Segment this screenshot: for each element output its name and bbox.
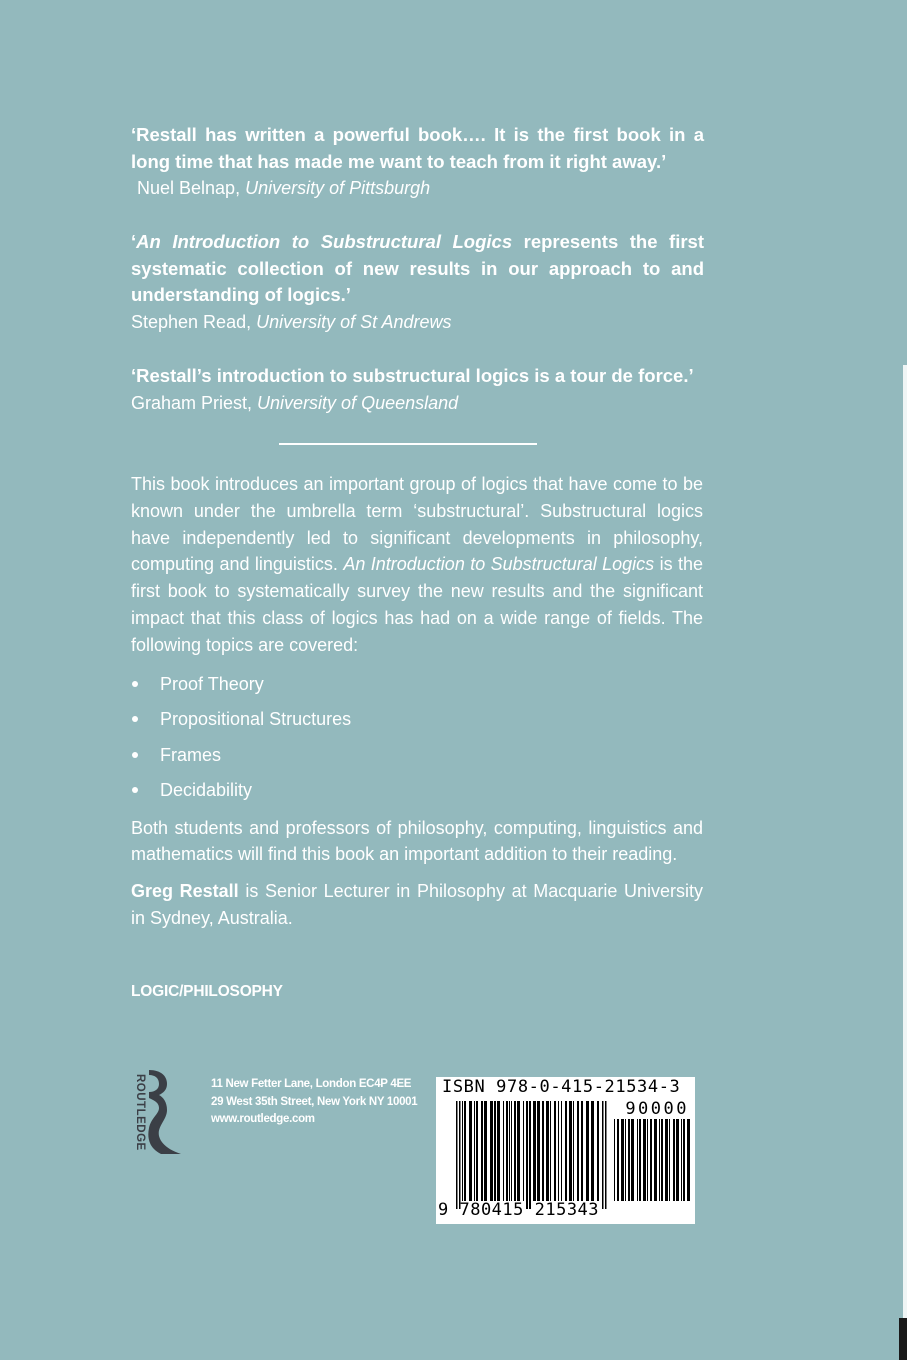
description-intro: [131, 471, 703, 659]
publisher-logo-text: ROUTLEDGE: [134, 1074, 146, 1151]
open-quote-mark: ‘: [131, 231, 137, 252]
publisher-website: www.routledge.com: [211, 1113, 315, 1125]
list-item: [131, 738, 703, 774]
bullet-icon: [132, 716, 138, 722]
endorser-name: Graham Priest,: [131, 392, 258, 413]
book-title: An Introduction to Substructural Logics: [136, 231, 513, 252]
endorsement-belnap: [131, 122, 704, 201]
isbn-barcode: [436, 1077, 695, 1224]
description-text: is the first book to systematically survey the new results and the significant impact that this class of logics has had on a wide range of fields. The following topics are covered:: [131, 554, 703, 655]
ean-digits: 9 780415 215343: [438, 1200, 600, 1220]
endorsement-attribution: [131, 175, 704, 201]
corner-mark: [899, 1318, 907, 1360]
list-item: [131, 667, 703, 703]
isbn-label: ISBN 978-0-415-21534-3: [442, 1077, 681, 1097]
endorsement-text: ‘Restall has written a powerful book…. It is the first book in a long time that has made me want to teach from it right away.’: [131, 124, 704, 172]
description-text: This book introduces an important group of logics that have come to be known under the umbrella term ‘substructural’. Substructural logics have independently led to significant developments in philosophy, computing and linguistics.: [131, 474, 703, 575]
topic-label: Decidability: [160, 780, 253, 801]
author-bio-text: is Senior Lecturer in Philosophy at Macquarie University in Sydney, Australia.: [131, 881, 703, 928]
bullet-icon: [132, 787, 138, 793]
address-line-london: 11 New Fetter Lane, London EC4P 4EE: [211, 1078, 412, 1090]
endorsement-attribution: [131, 309, 704, 335]
author-bio: [131, 878, 703, 932]
endorser-institution: University of Queensland: [257, 392, 459, 413]
page-edge: [903, 365, 907, 1360]
topics-list: [131, 667, 703, 809]
endorser-name: Nuel Belnap,: [137, 178, 246, 198]
book-description: [131, 471, 703, 932]
book-title: An Introduction to Substructural Logics: [343, 554, 655, 575]
endorsement-text-rest: represents the first systematic collection of new results in our approach to and understanding of logics.’: [131, 231, 704, 305]
topic-label: Frames: [160, 744, 222, 765]
topic-label: Proof Theory: [160, 673, 264, 694]
endorsement-read: [131, 229, 704, 335]
subject-category: LOGIC/PHILOSOPHY: [131, 983, 283, 1000]
price-code: 90000: [625, 1099, 689, 1119]
endorsement-text: ‘Restall’s introduction to substructural logics is a tour de force.’: [131, 365, 694, 386]
endorsement-attribution: [131, 390, 694, 416]
publisher-address: [211, 1076, 417, 1129]
address-line-newyork: 29 West 35th Street, New York NY 10001: [211, 1095, 418, 1108]
audience-text: Both students and professors of philosophy, computing, linguistics and mathematics will find this book an important addition to their reading.: [131, 817, 703, 865]
endorsement-priest: [131, 363, 694, 416]
list-item: [131, 702, 703, 738]
section-divider: [279, 443, 537, 445]
list-item: [131, 773, 703, 809]
endorser-name: Stephen Read,: [131, 311, 257, 332]
endorsement-text: [131, 229, 704, 309]
routledge-logo-icon: [145, 1070, 185, 1154]
topic-label: Propositional Structures: [160, 709, 352, 730]
endorser-institution: University of St Andrews: [256, 311, 452, 332]
author-name: Greg Restall: [131, 881, 239, 902]
bullet-icon: [132, 681, 138, 687]
bullet-icon: [132, 752, 138, 758]
endorser-institution: University of Pittsburgh: [245, 178, 431, 198]
